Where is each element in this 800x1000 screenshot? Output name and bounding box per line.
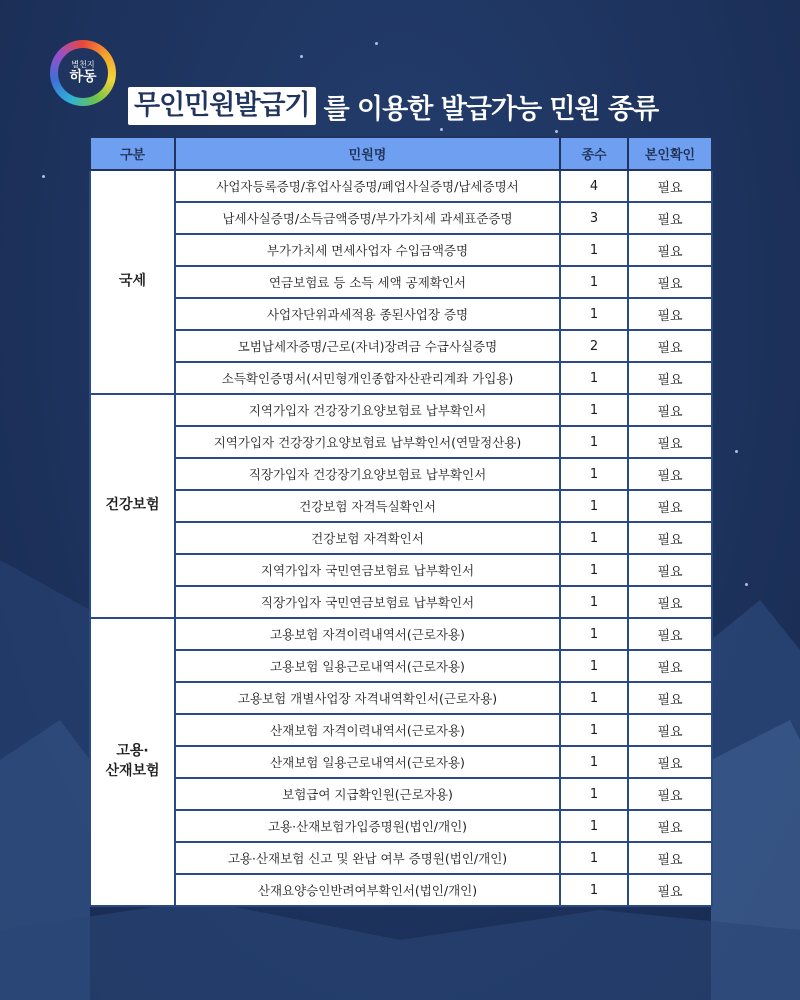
id-check-cell: 필요 — [628, 426, 712, 458]
id-check-cell: 필요 — [628, 394, 712, 426]
count-cell: 1 — [560, 522, 628, 554]
count-cell: 1 — [560, 586, 628, 618]
count-cell: 1 — [560, 810, 628, 842]
table-row — [90, 554, 712, 586]
service-name-cell: 고용·산재보험 신고 및 완납 여부 증명원(법인/개인) — [175, 842, 560, 874]
count-cell: 4 — [560, 170, 628, 202]
count-cell: 1 — [560, 490, 628, 522]
table-row — [90, 778, 712, 810]
table-row — [90, 394, 712, 426]
count-cell: 1 — [560, 458, 628, 490]
hadong-logo — [50, 40, 116, 106]
id-check-cell: 필요 — [628, 170, 712, 202]
service-name-cell: 지역가입자 건강장기요양보험료 납부확인서(연말정산용) — [175, 426, 560, 458]
table-row — [90, 746, 712, 778]
count-cell: 3 — [560, 202, 628, 234]
service-name-cell: 산재보험 자격이력내역서(근로자용) — [175, 714, 560, 746]
id-check-cell: 필요 — [628, 330, 712, 362]
count-cell: 1 — [560, 650, 628, 682]
count-cell: 1 — [560, 714, 628, 746]
service-name-cell: 모범납세자증명/근로(자녀)장려금 수급사실증명 — [175, 330, 560, 362]
id-check-cell: 필요 — [628, 266, 712, 298]
count-cell: 1 — [560, 234, 628, 266]
service-name-cell: 산재요양승인반려여부확인서(법인/개인) — [175, 874, 560, 906]
star-dot — [300, 55, 303, 58]
id-check-cell: 필요 — [628, 362, 712, 394]
category-cell: 건강보험 — [90, 394, 175, 618]
service-name-cell: 소득확인증명서(서민형개인종합자산관리계좌 가입용) — [175, 362, 560, 394]
table-row — [90, 234, 712, 266]
service-name-cell: 건강보험 자격확인서 — [175, 522, 560, 554]
category-cell: 국세 — [90, 170, 175, 394]
header-count: 종수 — [560, 137, 628, 170]
page-title — [128, 86, 658, 126]
service-name-cell: 부가가치세 면세사업자 수입금액증명 — [175, 234, 560, 266]
table-row — [90, 842, 712, 874]
table-row — [90, 362, 712, 394]
table-row — [90, 202, 712, 234]
service-name-cell: 납세사실증명/소득금액증명/부가가치세 과세표준증명 — [175, 202, 560, 234]
service-name-cell: 지역가입자 국민연금보험료 납부확인서 — [175, 554, 560, 586]
count-cell: 1 — [560, 842, 628, 874]
id-check-cell: 필요 — [628, 650, 712, 682]
table-row — [90, 874, 712, 906]
star-dot — [440, 128, 443, 131]
id-check-cell: 필요 — [628, 522, 712, 554]
id-check-cell: 필요 — [628, 746, 712, 778]
count-cell: 2 — [560, 330, 628, 362]
id-check-cell: 필요 — [628, 874, 712, 906]
table-row — [90, 522, 712, 554]
count-cell: 1 — [560, 554, 628, 586]
logo-main-text: 하동 — [69, 68, 97, 85]
table-row — [90, 170, 712, 202]
table-row — [90, 266, 712, 298]
count-cell: 1 — [560, 362, 628, 394]
id-check-cell: 필요 — [628, 490, 712, 522]
count-cell: 1 — [560, 682, 628, 714]
civil-service-table — [89, 136, 713, 907]
count-cell: 1 — [560, 778, 628, 810]
table-row — [90, 458, 712, 490]
title-highlight: 무인민원발급기 — [128, 87, 316, 125]
id-check-cell: 필요 — [628, 202, 712, 234]
star-dot — [745, 583, 748, 586]
table-row — [90, 586, 712, 618]
service-name-cell: 직장가입자 국민연금보험료 납부확인서 — [175, 586, 560, 618]
header-id-check: 본인확인 — [628, 137, 712, 170]
table-row — [90, 618, 712, 650]
title-text: 를 이용한 발급가능 민원 종류 — [323, 93, 659, 125]
star-dot — [375, 42, 378, 45]
service-name-cell: 지역가입자 건강장기요양보험료 납부확인서 — [175, 394, 560, 426]
header-category: 구분 — [90, 137, 175, 170]
header-service-name: 민원명 — [175, 137, 560, 170]
id-check-cell: 필요 — [628, 842, 712, 874]
id-check-cell: 필요 — [628, 714, 712, 746]
count-cell: 1 — [560, 426, 628, 458]
id-check-cell: 필요 — [628, 234, 712, 266]
count-cell: 1 — [560, 394, 628, 426]
service-name-cell: 고용보험 개별사업장 자격내역확인서(근로자용) — [175, 682, 560, 714]
table-row — [90, 426, 712, 458]
star-dot — [42, 175, 45, 178]
table-header-row — [90, 137, 712, 170]
service-name-cell: 고용보험 일용근로내역서(근로자용) — [175, 650, 560, 682]
service-name-cell: 고용보험 자격이력내역서(근로자용) — [175, 618, 560, 650]
id-check-cell: 필요 — [628, 810, 712, 842]
count-cell: 1 — [560, 746, 628, 778]
service-name-cell: 건강보험 자격득실확인서 — [175, 490, 560, 522]
service-name-cell: 사업자등록증명/휴업사실증명/폐업사실증명/납세증명서 — [175, 170, 560, 202]
category-cell: 고용· 산재보험 — [90, 618, 175, 906]
table-row — [90, 490, 712, 522]
id-check-cell: 필요 — [628, 586, 712, 618]
id-check-cell: 필요 — [628, 778, 712, 810]
service-name-cell: 산재보험 일용근로내역서(근로자용) — [175, 746, 560, 778]
table-row — [90, 682, 712, 714]
table-row — [90, 810, 712, 842]
table-row — [90, 298, 712, 330]
count-cell: 1 — [560, 298, 628, 330]
count-cell: 1 — [560, 618, 628, 650]
id-check-cell: 필요 — [628, 618, 712, 650]
id-check-cell: 필요 — [628, 458, 712, 490]
count-cell: 1 — [560, 874, 628, 906]
service-name-cell: 고용·산재보험가입증명원(법인/개인) — [175, 810, 560, 842]
id-check-cell: 필요 — [628, 554, 712, 586]
logo-top-text: 별천지 — [71, 60, 95, 70]
count-cell: 1 — [560, 266, 628, 298]
table-row — [90, 330, 712, 362]
service-name-cell: 보험급여 지급확인원(근로자용) — [175, 778, 560, 810]
id-check-cell: 필요 — [628, 298, 712, 330]
id-check-cell: 필요 — [628, 682, 712, 714]
table-row — [90, 714, 712, 746]
table-row — [90, 650, 712, 682]
star-dot — [735, 450, 738, 453]
service-name-cell: 사업자단위과세적용 종된사업장 증명 — [175, 298, 560, 330]
service-name-cell: 직장가입자 건강장기요양보험료 납부확인서 — [175, 458, 560, 490]
service-name-cell: 연금보험료 등 소득 세액 공제확인서 — [175, 266, 560, 298]
star-dot — [555, 130, 558, 133]
